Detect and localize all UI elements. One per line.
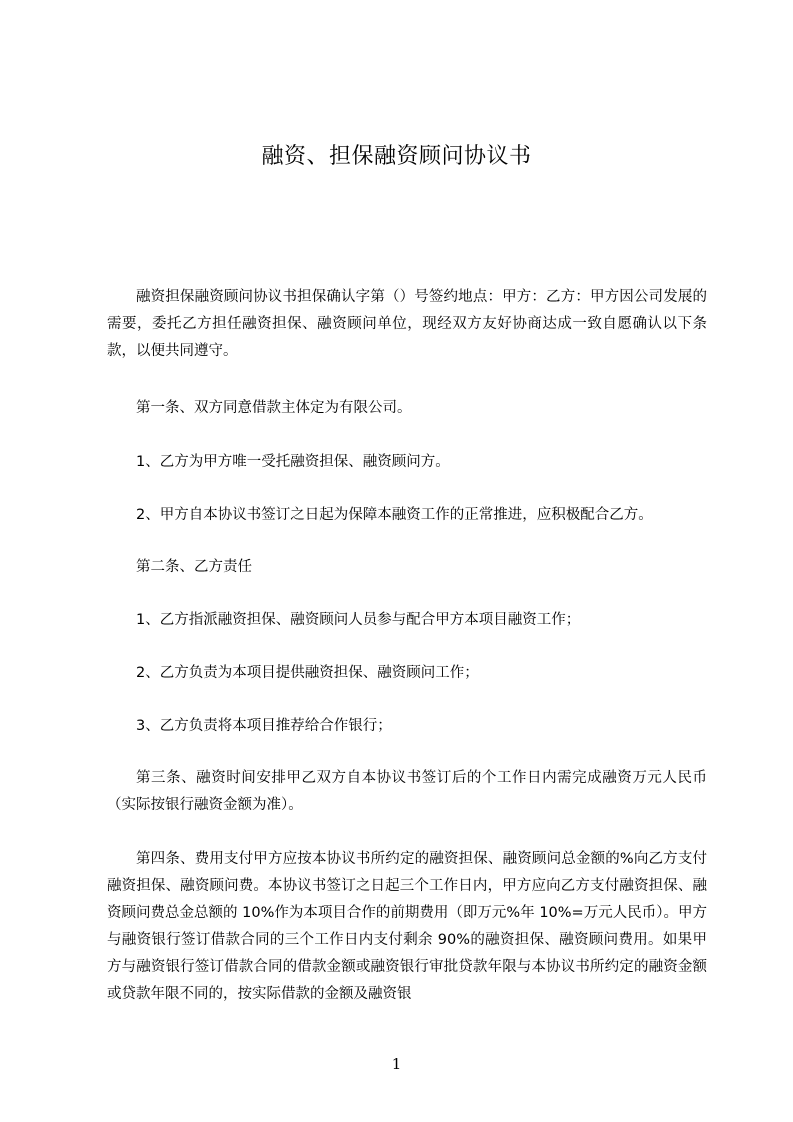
article-1-item-1: 1、乙方为甲方唯一受托融资担保、融资顾问方。: [136, 454, 450, 470]
article-2-item-1: 1、乙方指派融资担保、融资顾问人员参与配合甲方本项目融资工作；: [136, 612, 581, 628]
article-1-heading: 第一条、双方同意借款主体定为有限公司。: [136, 400, 412, 416]
article-2-heading: 第二条、乙方责任: [136, 559, 252, 575]
article-1-item-2: 2、甲方自本协议书签订之日起为保障本融资工作的正常推进，应积极配合乙方。: [136, 507, 653, 523]
article-2-item-3: 3、乙方负责将本项目推荐给合作银行；: [136, 718, 392, 734]
article-4-paragraph: 第四条、费用支付甲方应按本协议书所约定的融资担保、融资顾问总金额的%向乙方支付融资担保、融资顾问费。本协议书签订之日起三个工作日内，甲方应向乙方支付融资担保、融资顾问费总金总额的 10%作为本项目合作的前期费用（即万元%年 10%=万元人民币）。甲方与融资银行签订借款合同的三个工作日内支付剩余 90%的融资担保、融资顾问费用。如果甲方与融资银行签订借款合同的借款金额或融资银行审批贷款年限与本协议书所约定的融资金额或贷款年限不同的，按实际借款的金额及融资银: [107, 851, 707, 1002]
article-2-item-2: 2、乙方负责为本项目提供融资担保、融资顾问工作；: [136, 665, 479, 681]
document-title: 融资、担保融资顾问协议书: [261, 144, 532, 169]
page-number: 1: [391, 1055, 402, 1073]
article-3-paragraph: 第三条、融资时间安排甲乙双方自本协议书签订后的个工作日内需完成融资万元人民币（实际按银行融资金额为准）。: [107, 770, 707, 813]
intro-paragraph: 融资担保融资顾问协议书担保确认字第（）号签约地点：甲方：乙方：甲方因公司发展的需要，委托乙方担任融资担保、融资顾问单位，现经双方友好协商达成一致自愿确认以下条款，以便共同遵守。: [107, 289, 707, 359]
